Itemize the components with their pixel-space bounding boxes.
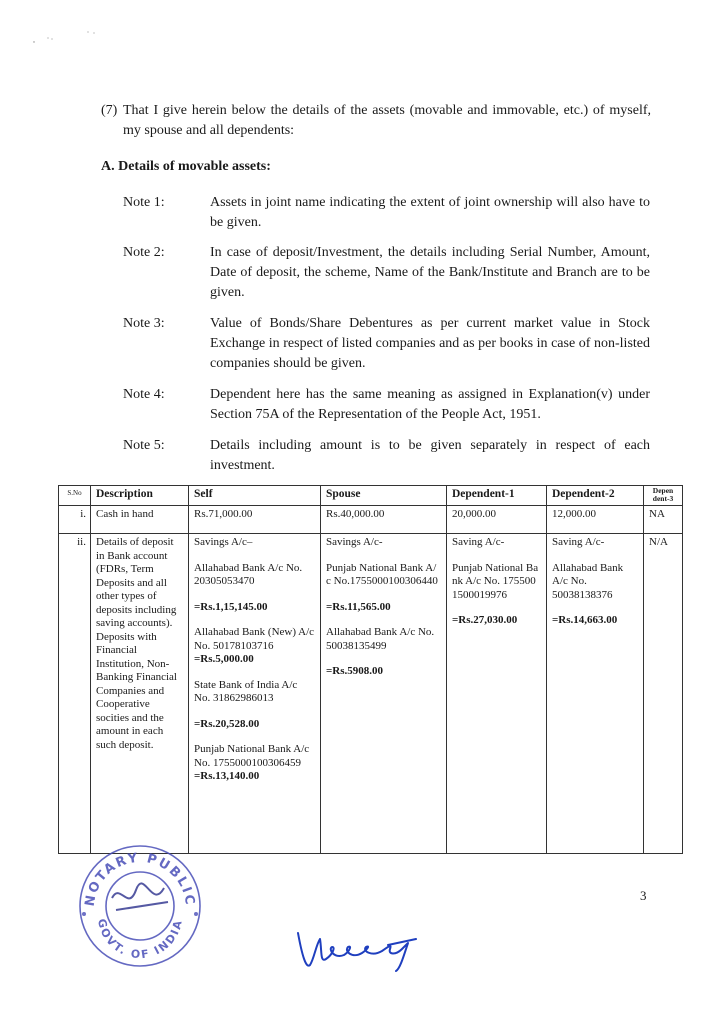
row-2-description: Details of deposit in Bank account (FDRs, Term Deposits and all other types of deposits including saving accounts). Deposits with Financial Institution, Non-Banking Financial Companies and Cooperative socities and the amount in each such deposit.	[91, 534, 189, 854]
row-1-dependent-2: 12,000.00	[547, 506, 644, 534]
row-2-dependent-3: N/A	[644, 534, 683, 854]
row-1-spouse: Rs.40,000.00	[321, 506, 447, 534]
dependent-1-account-type: Saving A/c-	[452, 536, 505, 548]
row-1-dependent-3: NA	[644, 506, 683, 534]
spouse-account-type: Savings A/c-	[326, 536, 383, 548]
note-3-text: Value of Bonds/Share Debentures as per current market value in Stock Exchange in respect of listed companies and as per books in case of non-listed companies should be given.	[210, 316, 650, 371]
self-account-1: Allahabad Bank A/c No. 20305053470	[194, 561, 303, 587]
spouse-account-2: Allahabad Bank A/c No. 50038135499	[326, 626, 435, 652]
row-1-description: Cash in hand	[91, 506, 189, 534]
section-heading: A. Details of movable assets:	[101, 159, 271, 174]
row-2-spouse	[321, 534, 447, 854]
item-number: (7)	[101, 103, 118, 118]
row-2-dependent-2	[547, 534, 644, 854]
row-1-dependent-1: 20,000.00	[447, 506, 547, 534]
note-5-label: Note 5:	[123, 438, 165, 453]
header-dependent-1: Dependent-1	[447, 486, 547, 506]
spouse-amount-2: =Rs.5908.00	[326, 665, 383, 677]
signature	[292, 925, 432, 975]
table-header-row	[59, 486, 683, 506]
page-number: 3	[640, 888, 647, 903]
dependent-1-account-1: Punjab National Bank A/c No. 1755001500019976	[452, 561, 539, 601]
note-4-label: Note 4:	[123, 387, 165, 402]
note-3-label: Note 3:	[123, 316, 165, 331]
self-account-4: Punjab National Bank A/c No. 1755000100306459	[194, 743, 310, 769]
dependent-2-amount-1: =Rs.14,663.00	[552, 614, 618, 626]
spouse-account-1: Punjab National Bank A/c No.1755000100306440	[326, 561, 438, 587]
table-row	[59, 506, 683, 534]
item-text: That I give herein below the details of the assets (movable and immovable, etc.) of myself, my spouse and all dependents:	[123, 103, 651, 138]
row-1-sno: i.	[59, 506, 91, 534]
svg-text:GOVT. OF INDIA: GOVT. OF INDIA	[94, 917, 186, 962]
self-account-3: State Bank of India A/c No. 31862986013	[194, 678, 298, 704]
dependent-2-account-type: Saving A/c-	[552, 536, 605, 548]
note-4-text: Dependent here has the same meaning as assigned in Explanation(v) under Section 75A of the Representation of the People Act, 1951.	[210, 387, 650, 422]
movable-assets-table	[58, 485, 683, 854]
header-sno: S.No	[59, 486, 91, 506]
svg-text:NOTARY PUBLIC: NOTARY PUBLIC	[82, 850, 198, 908]
dependent-1-amount-1: =Rs.27,030.00	[452, 614, 518, 626]
header-dependent-2: Dependent-2	[547, 486, 644, 506]
self-account-2: Allahabad Bank (New) A/c No. 50178103716	[194, 626, 315, 652]
notary-stamp	[72, 840, 208, 970]
spouse-amount-1: =Rs.11,565.00	[326, 600, 391, 613]
self-amount-2: =Rs.5,000.00	[194, 653, 254, 665]
note-1-label: Note 1:	[123, 195, 165, 210]
note-5-text: Details including amount is to be given separately in respect of each investment.	[210, 438, 650, 473]
header-self: Self	[189, 486, 321, 506]
row-1-self: Rs.71,000.00	[189, 506, 321, 534]
row-2-self	[189, 534, 321, 854]
table-row	[59, 534, 683, 854]
self-account-type: Savings A/c–	[194, 536, 253, 548]
note-2-text: In case of deposit/Investment, the details including Serial Number, Amount, Date of deposit, the scheme, Name of the Bank/Institute and Branch are to be given.	[210, 245, 650, 300]
note-2-label: Note 2:	[123, 245, 165, 260]
header-description: Description	[91, 486, 189, 506]
header-spouse: Spouse	[321, 486, 447, 506]
row-2-dependent-1	[447, 534, 547, 854]
dependent-2-account-1: Allahabad Bank A/c No. 50038138376	[552, 561, 624, 601]
self-amount-4: =Rs.13,140.00	[194, 770, 260, 782]
row-2-sno: ii.	[59, 534, 91, 854]
self-amount-3: =Rs.20,528.00	[194, 717, 260, 730]
header-dependent-3: Depen dent-3	[644, 486, 683, 506]
self-amount-1: =Rs.1,15,145.00	[194, 600, 268, 613]
scan-marks	[30, 28, 100, 48]
note-1-text: Assets in joint name indicating the extent of joint ownership will also have to be given.	[210, 195, 650, 230]
